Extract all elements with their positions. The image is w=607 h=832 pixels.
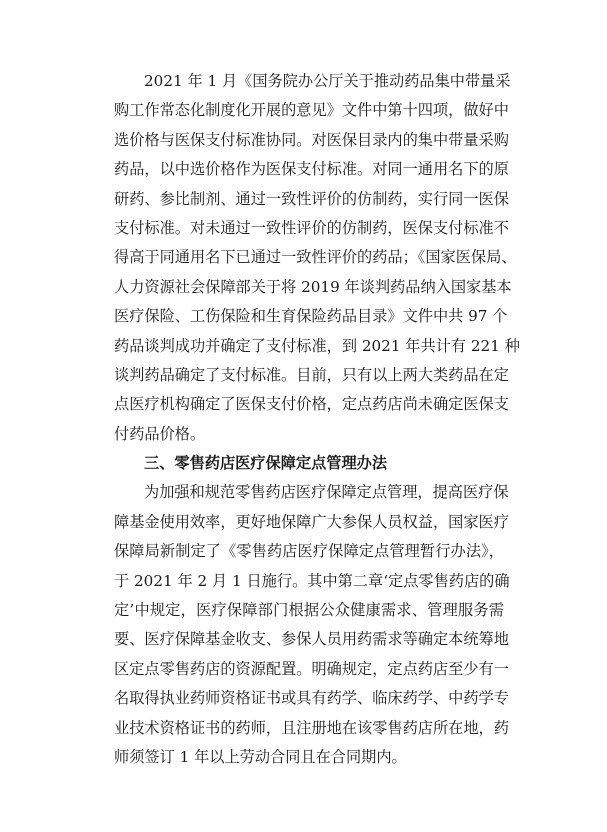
paragraph-1-line-2: 购工作常态化制度化开展的意见》文件中第十四项，做好中 bbox=[114, 101, 509, 120]
paragraph-1-line-1: 2021 年 1 月《国务院办公厅关于推动药品集中带量采 bbox=[144, 72, 511, 90]
paragraph-1-line-8: 人力资源社会保障部关于将 2019 年谈判药品纳入国家基本 bbox=[114, 277, 512, 296]
paragraph-2-line-10: 师须签订 1 年以上劳动合同且在合同期内。 bbox=[114, 747, 407, 766]
section-heading: 三、零售药店医疗保障定点管理办法 bbox=[144, 454, 387, 473]
paragraph-2-line-9: 业技术资格证书的药师，且注册地在该零售药店所在地，药 bbox=[114, 718, 509, 737]
paragraph-2-line-6: 要、医疗保障基金收支、参保人员用药需求等确定本统筹地 bbox=[114, 630, 509, 649]
paragraph-2-line-3: 保障局新制定了《零售药店医疗保障定点管理暂行办法》， bbox=[114, 542, 504, 561]
paragraph-2-line-2: 障基金使用效率，更好地保障广大参保人员权益，国家医疗 bbox=[114, 512, 509, 531]
document-body bbox=[114, 67, 520, 772]
paragraph-1-line-10: 药品谈判成功并确定了支付标准，到 2021 年共计有 221 种 bbox=[114, 336, 520, 355]
paragraph-2-line-4: 于 2021 年 2 月 1 日施行。其中第二章‘定点零售药店的确 bbox=[114, 571, 510, 590]
paragraph-1-line-5: 研药、参比制剂、通过一致性评价的仿制药，实行同一医保 bbox=[114, 189, 509, 208]
paragraph-1-line-11: 谈判药品确定了支付标准。目前，只有以上两大类药品在定 bbox=[114, 365, 509, 384]
paragraph-2-line-5: 定’中规定，医疗保障部门根据公众健康需求、管理服务需 bbox=[114, 601, 504, 620]
paragraph-1-line-4: 药品，以中选价格作为医保支付标准。对同一通用名下的原 bbox=[114, 160, 509, 179]
paragraph-1-line-3: 选价格与医保支付标准协同。对医保目录内的集中带量采购 bbox=[114, 130, 509, 149]
paragraph-1-line-7: 得高于同通用名下已通过一致性评价的药品；《国家医保局、 bbox=[114, 248, 517, 267]
paragraph-2-line-1: 为加强和规范零售药店医疗保障定点管理，提高医疗保 bbox=[144, 483, 509, 502]
paragraph-1-line-6: 支付标准。对未通过一致性评价的仿制药，医保支付标准不 bbox=[114, 218, 509, 237]
paragraph-1-line-12: 点医疗机构确定了医保支付价格，定点药店尚未确定医保支 bbox=[114, 395, 509, 414]
paragraph-2-line-7: 区定点零售药店的资源配置。明确规定，定点药店至少有一 bbox=[114, 659, 509, 678]
paragraph-1-line-13: 付药品价格。 bbox=[114, 424, 206, 443]
paragraph-1-line-9: 医疗保险、工伤保险和生育保险药品目录》文件中共 97 个 bbox=[114, 307, 508, 326]
paragraph-2-line-8: 名取得执业药师资格证书或具有药学、临床药学、中药学专 bbox=[114, 689, 509, 708]
